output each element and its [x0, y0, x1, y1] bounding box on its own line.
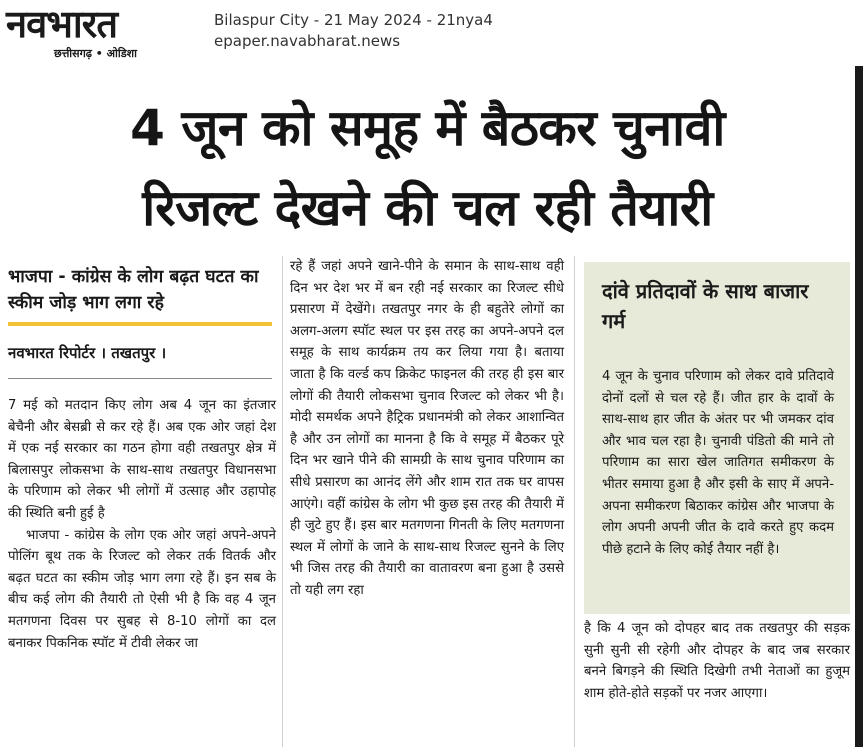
column-3-continuation: है कि 4 जून को दोपहर बाद तक तखतपुर की सड़क सुनी सुनी सी रहेगी और दोपहर के बाद जब सरकार बनने बिगड़ने की स्थिति दिखेगी तभी नेताओं का हुजूम शाम होते-होते सड़कों पर नजर आएगा। — [584, 621, 850, 701]
paragraph: भाजपा - कांग्रेस के लोग एक ओर जहां अपने-अपने पोलिंग बूथ तक के रिजल्ट को लेकर तर्क वितर्क और बढ़त घटत का स्कीम जोड़ भाग लगा रहे हैं। इन सब के बीच कई लोग की तैयारी तो ऐसी भी है कि वह 4 जून मतगणना दिवस पर सुबह से 8-10 लोगों का दल बनाकर पिकनिक स्पॉट में टीवी लेकर जा — [8, 527, 276, 651]
column-divider — [282, 256, 283, 747]
article-byline: नवभारत रिपोर्टर । तखतपुर । — [8, 344, 167, 362]
sidebar-box-title: दांवे प्रतिदावों के साथ बाजार गर्म — [602, 279, 809, 333]
headline-line-1: 4 जून को समूह में बैठकर चुनावी — [130, 99, 725, 157]
newspaper-logo[interactable] — [6, 1, 196, 62]
site-url[interactable]: epaper.navabharat.news — [214, 32, 401, 50]
column-divider — [574, 256, 575, 747]
subheading-rule — [8, 322, 272, 326]
edition-line: Bilaspur City - 21 May 2024 - 21nya4 — [214, 11, 493, 29]
paragraph: रहे हैं जहां अपने खाने-पीने के समान के साथ-साथ वही दिन भर देश भर में बन रही नई सरकार का रिजल्ट सीधे प्रसारण में देखेंगे। तखतपुर नगर के ही बहुतेरे लोगों का अलग-अलग स्पॉट स्थल पर इस तरह का अपने-अपने दल समूह के साथ कार्यक्रम तय कर लिया गया है। बताया जाता है कि वर्ल्ड कप क्रिकेट फाइनल की तरह ही इस बार लोगों की तैयारी लोकसभा चुनाव रिजल्ट को लेकर भी है। मोदी समर्थक अपने हैट्रिक प्रधानमंत्री को लेकर आशान्वित है और उन लोगों का मानना है कि वे समूह में बैठकर पूरे दिन भर खाने पीने की सामग्री के साथ चुनाव परिणाम का सीधे प्रसारण का आनंद लेंगे और शाम रात तक घर वापस आएंगे। वहीं कांग्रेस के लोग भी कुछ इस तरह की तैयारी में ही जुटे हुए हैं। इस बार मतगणना गिनती के लिए मतगणना स्थल में लोगों के जाने के साथ-साथ रिजल्ट सुनने के लिए भी जिस तरह की तैयारी का वातावरण बना हुआ है उससे तो यही लग रहा — [290, 259, 564, 598]
byline-divider — [8, 378, 272, 379]
sidebar-box — [584, 262, 850, 614]
edition-info — [214, 10, 493, 52]
page-edge-bar — [855, 66, 863, 747]
article-headline — [0, 88, 855, 248]
article-subheading: भाजपा - कांग्रेस के लोग बढ़त घटत का स्कीम जोड़ भाग लगा रहे — [8, 267, 259, 313]
column-1-text — [8, 395, 276, 654]
paragraph: 7 मई को मतदान किए लोग अब 4 जून का इंतजार बेचैनी और बेसब्री से कर रहे हैं। अब एक ओर जहां देश में एक नई सरकार का गठन होगा वही तखतपुर क्षेत्र में बिलासपुर लोकसभा के साथ-साथ तखतपुर विधानसभा के परिणाम को लेकर भी लोगों में उत्साह और उहापोह की स्थिति बनी हुई है — [8, 398, 276, 521]
logo-text: नवभारत — [6, 1, 117, 46]
masthead — [0, 0, 863, 62]
column-2-text — [290, 256, 564, 602]
article-column-1 — [8, 256, 276, 654]
sidebar-box-text: 4 जून के चुनाव परिणाम को लेकर दावे प्रतिदावे दोनों दलों से चल रहे हैं। जीत हार के दावों के साथ-साथ हार जीत के अंतर पर भी जमकर दांव और भाव चल रहा है। चुनावी पंडितो की माने तो परिणाम का सारा खेल जातिगत समीकरण के भीतर समाया हुआ है और इसी के साए में अपने-अपना समीकरण बिठाकर कांग्रेस और भाजपा के लोग अपनी अपनी जीत के दावे करते हुए कदम पीछे हटाने के लिए कोई तैयार नहीं है। — [602, 369, 834, 557]
logo-subtitle: छत्तीसगढ़ • ओडिशा — [54, 47, 137, 60]
article-column-2 — [290, 256, 564, 602]
headline-line-2: रिजल्ट देखने की चल रही तैयारी — [142, 179, 713, 237]
